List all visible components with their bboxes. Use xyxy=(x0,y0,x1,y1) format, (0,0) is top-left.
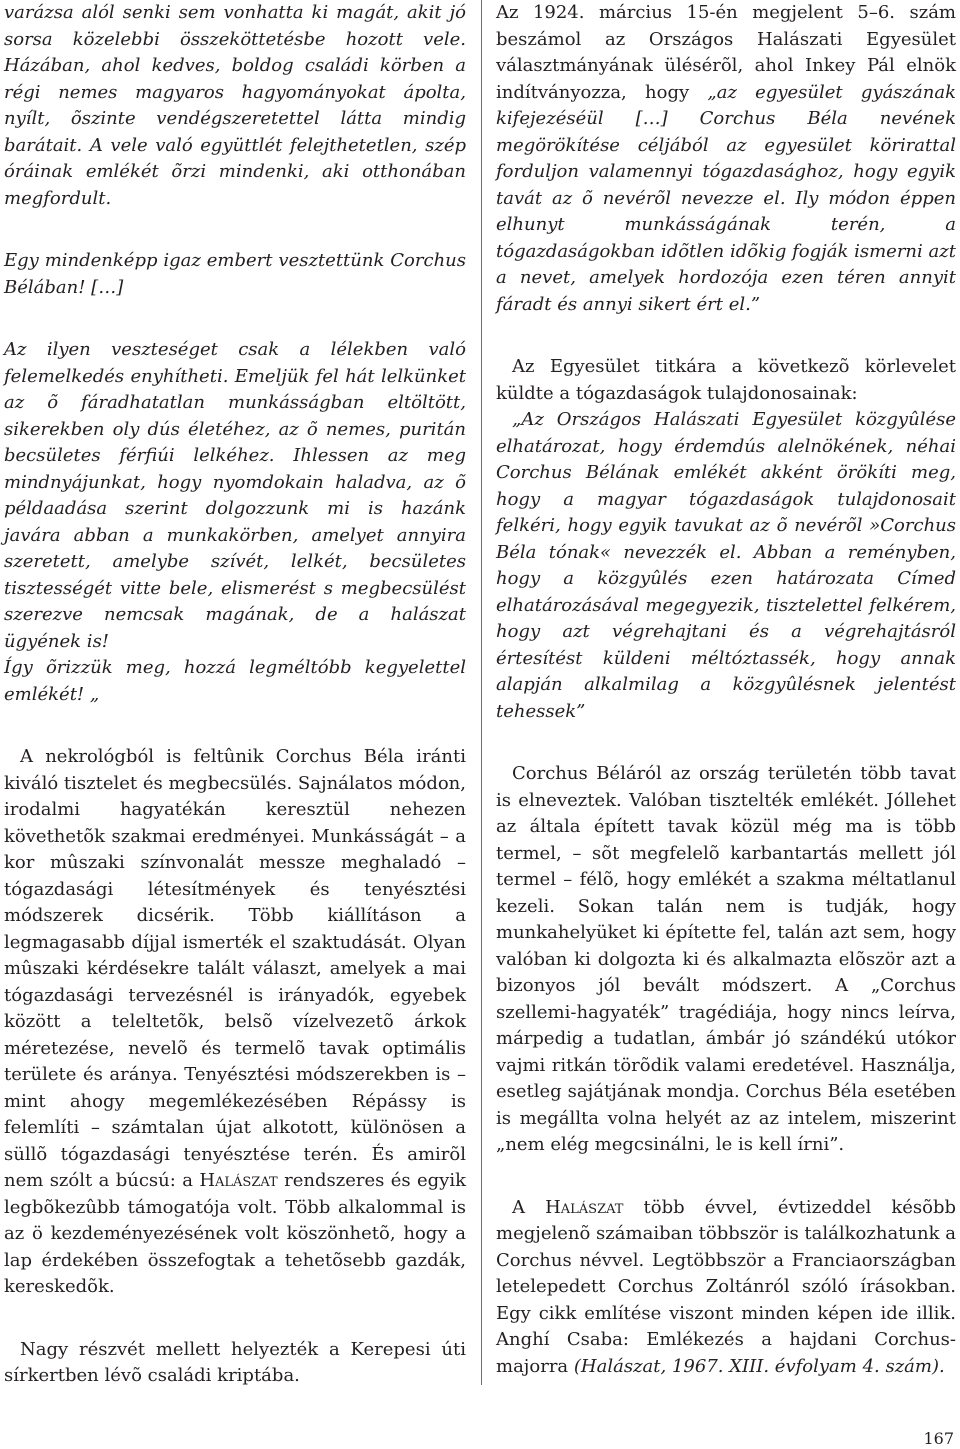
text-span: A nekrológból is feltûnik Corchus Béla iránti kiváló tisztelet és megbecsülés. Sajnálatos módon, irodalmi hagyatékán keresztül nehezen követhetõk szakmai eredményei. Munkásságát – a kor mûszaki színvonalát messze meghaladó – tógazdasági létesítmények és tenyésztési módszerek dicsérik. Több kiállításon a legmagasabb díjjal ismerték el szaktudását. Olyan mûszaki kérdésekre talált választ, amelyek a mai tógazdasági tervezésnél is irányadók, egyebek között a teleltetõk, belsõ vízelvezetõ árkok méretezése, nevelõ és termelõ tavak optimális területe és aránya. Tenyésztési módszerekben is – mint ahogy megemlékezésében Répássy is felemlíti – számtalan újat alkotott, különösen a süllõ tógazdasági tenyésztése terén. És amirõl nem szólt a búcsú: a xyxy=(4,746,466,1191)
left-column xyxy=(4,0,466,1390)
body-paragraph-circular-intro: Az Egyesület titkára a következõ körlevelet küldte a tógazdaságok tulajdonosainak: xyxy=(496,356,956,404)
journal-name: Halászat xyxy=(545,1196,624,1218)
text-span: Az 1924. március 15-én megjelent 5–6. szám beszámol az Országos Halászati Egyesület választmányának ülésérõl, ahol Inkey Pál elnök indítványozza, hogy xyxy=(496,2,956,103)
eulogy-paragraph-2: Egy mindenképp igaz embert vesztettünk Corchus Bélában! […] xyxy=(4,250,466,298)
body-paragraph-burial: Nagy részvét mellett helyezték a Kerepesi úti sírkertben lévõ családi kriptába. xyxy=(4,1338,466,1386)
right-column xyxy=(496,0,956,1380)
text-span: több évvel, évtizeddel késõbb megjelenõ számaiban többször is találkozhatunk a Corchus névvel. Legtöbbször a Franciaországban letelepedett Corchus Zoltánról szóló írásokban. Egy cikk említése viszont minden képen ide illik. Anghí Csaba: Emlékezés a hajdani Corchus-majorra xyxy=(496,1196,956,1377)
citation: (Halászat, 1967. XIII. évfolyam 4. szám). xyxy=(573,1355,945,1377)
eulogy-paragraph-4: Így õrizzük meg, hozzá legméltóbb kegyelettel emlékét! „ xyxy=(4,657,466,705)
column-divider xyxy=(481,0,482,1385)
eulogy-paragraph-3: Az ilyen veszteséget csak a lélekben való felemelkedés enyhítheti. Emeljük fel hát lelkünket az õ fáradhatatlan munkásságban eltöltött, sikerekben oly dús életéhez, az õ nemes, puritán becsületes férfiúi lelkéhez. Ihlessen az meg mindnyájunkat, hogy nyomdokain haladva, az õ példaadása szerint dolgozzunk mi is hazánk javára abban a munkakörben, amelyet annyira szeretett, amelybe szívét, lelkét, becsületes tisztességét vitte bele, elismerést s megbecsülést szerezve nemcsak magának, de a halászat ügyének is! xyxy=(4,339,466,652)
body-paragraph-1924-issue xyxy=(496,0,956,318)
circular-quotation: „Az Országos Halászati Egyesület közgyûlése elhatározat, hogy érdemdús alelnökének, néhai Corchus Bélának emlékét akként örökíti meg, hogy a magyar tógazdaságok tulajdonosait felkéri, hogy egyik tavukat az õ nevérõl »Corchus Béla tónak« nevezzék el. Abban a reményben, hogy a közgyûlés ezen határozata Címed elhatározásával megegyezik, tisztelettel felkérem, hogy azt végrehajtani és a végrehajtásról értesítést küldeni méltóztassék, hogy annak alapján alkalmilag a közgyûlésnek jelentést tehessek” xyxy=(496,409,956,722)
body-paragraph-later-issues xyxy=(496,1195,956,1381)
page-number: 167 xyxy=(923,1429,954,1448)
body-paragraph-legacy: Corchus Béláról az ország területén több tavat is elneveztek. Valóban tisztelték emlékét. Jóllehet az általa épített tavak közül még ma is több termel, – sõt megfelelõ karbantartás mellett jól termel – félõ, hogy emlékét a szakma méltatlanul kezeli. Sokan talán nem is tudják, hogy munkahelyüket ki építette fel, talán azt sem, hogy valóban ki dolgozta ki és alkalmazta elõször azt a bizonyos jól bevált módszert. A „Corchus szellemi-hagyaték” tragédiája, hogy nincs leírva, márpedig a tudatlan, ámbár jó szándékú utókor vajmi ritkán törõdik valami eredetével. Használja, esetleg sajátjának mondja. Corchus Béla esetében is megállta volna helyét az az intelem, miszerint „nem elég megcsinálni, le is kell írni”. xyxy=(496,763,956,1155)
body-paragraph-necrology xyxy=(4,744,466,1301)
eulogy-paragraph-1: varázsa alól senki sem vonhatta ki magát, akit jó sorsa közelebbi összeköttetésbe hozott vele. Házában, ahol kedves, boldog családi körben a régi nemes magyaros hagyományokat ápolta, nyílt, õszinte vendégszeretettel látta mindig barátait. A vele való együttlét felejthetetlen, szép óráinak emlékét õrzi mindenki, aki otthonában megfordult. xyxy=(4,2,466,209)
quotation: „az egyesület gyászának kifejezéséül […] Corchus Béla nevének megörökítése céljából az egyesület körirattal forduljon valamennyi tógazdasághoz, hogy egyik tavát az õ nevérõl nevezze el. Ily módon éppen elhunyt munkásságának terén, a tógazdaságokban idõtlen idõkig fogják ismerni azt a nevet, amelyek hordozója ezen téren annyit fáradt és annyi sikert ért el.” xyxy=(496,81,956,315)
text-span: rendszeres és egyik legbõkezûbb támogatója volt. Több alkalommal is az ö kezdeményezésének volt köszönhetõ, hogy a lap érdekében összefogtak a tehetõsebb gazdák, kereskedõk. xyxy=(4,1170,466,1297)
text-span: A xyxy=(512,1196,546,1218)
journal-name: Halászat xyxy=(199,1170,278,1191)
